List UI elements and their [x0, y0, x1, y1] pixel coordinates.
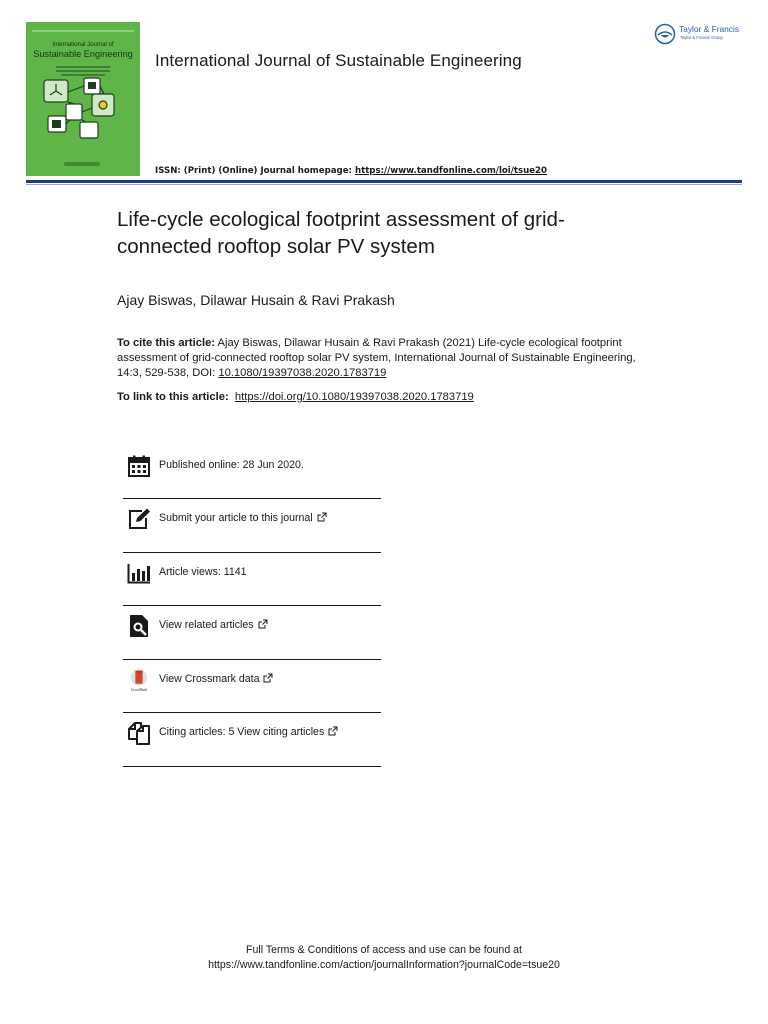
crossmark-logo-text: CrossMark	[130, 687, 148, 692]
crossmark-label: View Crossmark data	[159, 672, 260, 685]
footer-terms-link[interactable]: https://www.tandfonline.com/action/journalInformation?journalCode=tsue20	[208, 959, 560, 971]
crossmark-item[interactable]	[123, 660, 381, 714]
related-articles-label: View related articles	[159, 619, 254, 632]
submit-article-label: Submit your article to this journal	[159, 512, 313, 524]
external-link-icon	[258, 619, 268, 629]
publisher-name: Taylor & Francis	[679, 24, 740, 34]
external-link-icon	[263, 673, 273, 683]
citation-block	[117, 336, 642, 381]
crossmark-link[interactable]	[159, 673, 273, 685]
journal-title: International Journal of Sustainable Engineering	[155, 51, 522, 70]
journal-cover-image	[26, 22, 140, 176]
calendar-icon	[127, 454, 151, 478]
cite-text: Ajay Biswas, Dilawar Husain & Ravi Prakash (2021) Life-cycle ecological footprint assessment of grid-connected rooftop solar PV system, International Journal of Sustainable Engineering, 14:3, 529-538, DOI:	[117, 337, 636, 379]
published-online-item	[123, 446, 381, 499]
cite-label: To cite this article:	[117, 337, 216, 349]
cover-journal-line2: Sustainable Engineering	[33, 49, 133, 59]
cite-doi-link[interactable]: 10.1080/19397038.2020.1783719	[218, 367, 387, 379]
article-views-item	[123, 553, 381, 607]
journal-homepage-link[interactable]: https://www.tandfonline.com/loi/tsue20	[354, 166, 548, 176]
issn-line	[155, 166, 547, 176]
citing-articles-label: Citing articles: 5 View citing articles	[159, 726, 325, 739]
header-divider-thin	[26, 184, 742, 185]
citing-articles-link[interactable]	[159, 726, 338, 738]
article-authors: Ajay Biswas, Dilawar Husain & Ravi Prakash	[117, 292, 395, 308]
article-views-label: Article views: 1141	[159, 565, 247, 578]
link-label: To link to this article:	[117, 391, 229, 403]
external-link-icon	[317, 512, 327, 522]
published-online-label: Published online: 28 Jun 2020.	[159, 459, 304, 471]
related-articles-item[interactable]	[123, 606, 381, 660]
taylor-francis-logo[interactable]	[654, 23, 749, 47]
cover-publisher-mark	[64, 162, 100, 166]
issn-text: ISSN: (Print) (Online) Journal homepage:	[155, 166, 352, 176]
header-divider	[26, 180, 742, 183]
submit-article-item[interactable]	[123, 499, 381, 553]
external-link-icon	[328, 726, 338, 736]
terms-footer	[0, 943, 768, 973]
publisher-logo-icon	[654, 23, 676, 45]
citing-documents-icon	[127, 721, 151, 745]
article-title: Life-cycle ecological footprint assessment of grid-connected rooftop solar PV system	[117, 208, 565, 258]
submit-article-link[interactable]	[159, 512, 327, 524]
publisher-group: Taylor & Francis Group	[680, 35, 723, 40]
document-search-icon	[127, 614, 151, 638]
edit-icon	[127, 507, 151, 531]
citing-articles-item[interactable]	[123, 713, 381, 767]
article-doi-link[interactable]: https://doi.org/10.1080/19397038.2020.1783719	[234, 391, 474, 403]
article-info-list	[123, 446, 381, 767]
footer-terms-text: Full Terms & Conditions of access and use can be found at	[246, 944, 522, 956]
article-link-line	[117, 391, 474, 403]
related-articles-link[interactable]	[159, 619, 268, 631]
bar-chart-icon	[127, 561, 151, 585]
cover-journal-line1: International Journal of	[52, 42, 114, 48]
cover-illustration	[26, 22, 140, 176]
crossmark-icon	[127, 668, 151, 692]
